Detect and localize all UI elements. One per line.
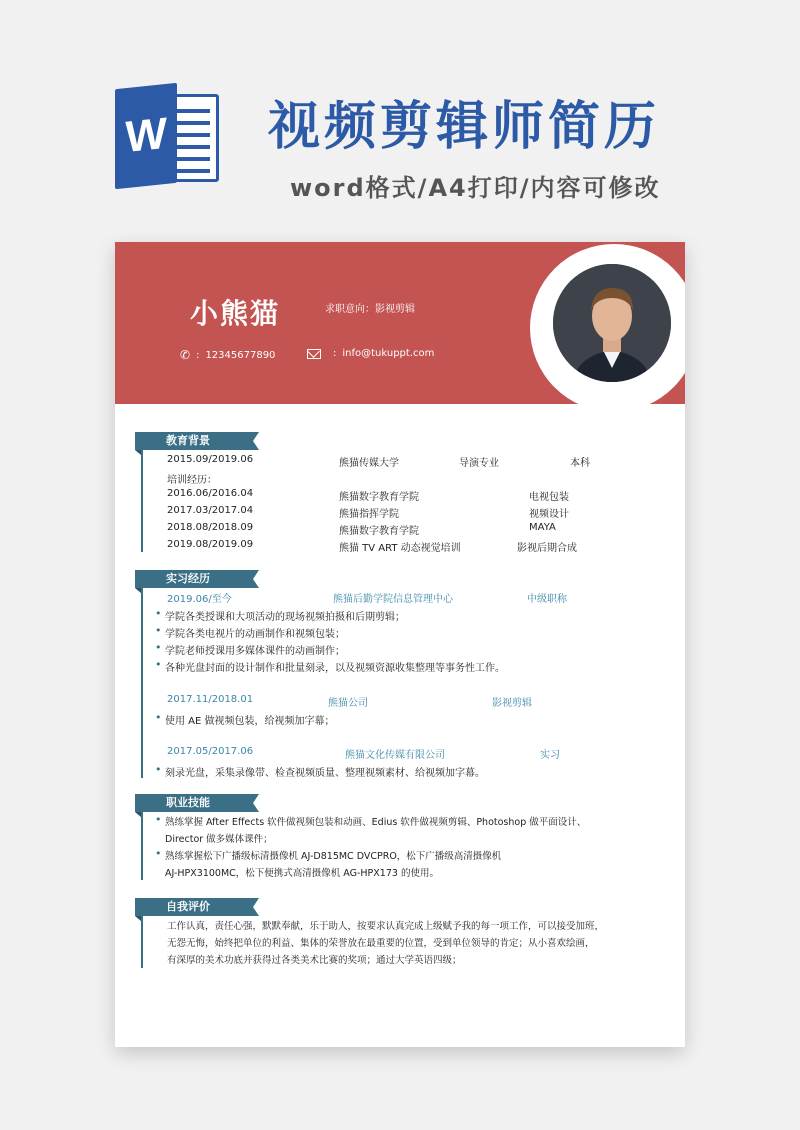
job-company: 熊猫文化传媒有限公司 <box>345 750 445 761</box>
section-self-eval: 自我评价 <box>135 898 253 916</box>
education-line <box>141 440 143 552</box>
phone-icon: ✆ <box>180 348 191 362</box>
edu-school: 熊猫传媒大学 <box>339 458 399 469</box>
training-period: 2017.03/2017.04 <box>167 505 254 516</box>
training-course: 视频设计 <box>529 509 569 520</box>
page-title: 视频剪辑师简历 <box>268 97 661 157</box>
job-period: 2019.06/至今 <box>167 594 232 605</box>
list-item: • 刻录光盘，采集录像带、检查视频质量、整理视频素材、给视频加字幕。 <box>165 764 485 779</box>
training-period: 2016.06/2016.04 <box>167 488 254 499</box>
internship-line <box>141 578 143 778</box>
job-intent: 求职意向：影视剪辑 <box>325 304 415 315</box>
list-item: • 熟练掌握 After Effects 软件做视频包装和动画、Edius 软件做视频剪辑、Photoshop 做平面设计、 <box>165 814 586 828</box>
job-company: 熊猫公司 <box>328 698 368 709</box>
list-item: • 使用 AE 做视频包装，给视频加字幕； <box>165 712 335 727</box>
training-org: 熊猫数字教育学院 <box>339 526 419 537</box>
edu-period: 2015.09/2019.06 <box>167 454 254 465</box>
page-subtitle: word格式/A4打印/内容可修改 <box>290 174 661 202</box>
list-item: • 学院各类电视片的动画制作和视频包装； <box>165 625 345 640</box>
job-role: 影视剪辑 <box>492 698 532 709</box>
section-education: 教育背景 <box>135 432 253 450</box>
candidate-name: 小熊猫 <box>190 297 281 330</box>
training-org: 熊猫 TV ART 动态视觉培训 <box>339 543 461 554</box>
section-skills: 职业技能 <box>135 794 253 812</box>
edu-degree: 本科 <box>570 458 590 469</box>
training-period: 2018.08/2018.09 <box>167 522 254 533</box>
training-period: 2019.08/2019.09 <box>167 539 254 550</box>
list-item: • 各种光盘封面的设计制作和批量刻录，以及视频资源收集整理等事务性工作。 <box>165 659 505 674</box>
training-org: 熊猫数字教育学院 <box>339 492 419 503</box>
word-icon <box>115 82 225 192</box>
resume-paper <box>115 242 685 1047</box>
self-eval-text: 有深厚的美术功底并获得过各类美术比赛的奖项；通过大学英语四级； <box>167 955 462 966</box>
list-item-continued: AJ-HPX3100MC，松下便携式高清摄像机 AG-HPX173 的使用。 <box>165 868 439 879</box>
word-logo: W <box>115 83 177 190</box>
list-item: • 学院老师授课用多媒体课件的动画制作； <box>165 642 345 657</box>
avatar <box>553 264 671 382</box>
job-period: 2017.05/2017.06 <box>167 746 254 757</box>
training-course: 影视后期合成 <box>517 543 577 554</box>
contact-phone: ✆ : 12345677890 <box>180 348 276 362</box>
list-item-continued: Director 做多媒体课件； <box>165 834 273 845</box>
list-item: • 学院各类授课和大项活动的现场视频拍摄和后期剪辑； <box>165 608 405 623</box>
job-role: 实习 <box>540 750 560 761</box>
self-eval-text: 无怨无悔，始终把单位的利益、集体的荣誉放在最重要的位置，受到单位领导的肯定；从小喜欢绘画， <box>167 938 595 949</box>
skills-line <box>141 802 143 880</box>
section-internship: 实习经历 <box>135 570 253 588</box>
phone-number: 12345677890 <box>205 349 276 361</box>
training-course: 电视包装 <box>529 492 569 503</box>
training-course: MAYA <box>529 522 556 533</box>
job-company: 熊猫后勤学院信息管理中心 <box>333 594 453 605</box>
training-org: 熊猫指挥学院 <box>339 509 399 520</box>
self-eval-text: 工作认真，责任心强，默默奉献，乐于助人，按要求认真完成上级赋予我的每一项工作，可以接受加班， <box>167 921 605 932</box>
list-item: • 熟练掌握松下广播级标清摄像机 AJ-D815MC DVCPRO，松下广播级高清摄像机 <box>165 848 501 862</box>
contact-email: : info@tukuppt.com <box>307 348 434 359</box>
edu-major: 导演专业 <box>459 458 499 469</box>
job-role: 中级职称 <box>527 594 567 605</box>
job-period: 2017.11/2018.01 <box>167 694 254 705</box>
email-address: info@tukuppt.com <box>342 348 435 359</box>
mail-icon <box>307 349 321 359</box>
training-label: 培训经历： <box>167 475 217 486</box>
